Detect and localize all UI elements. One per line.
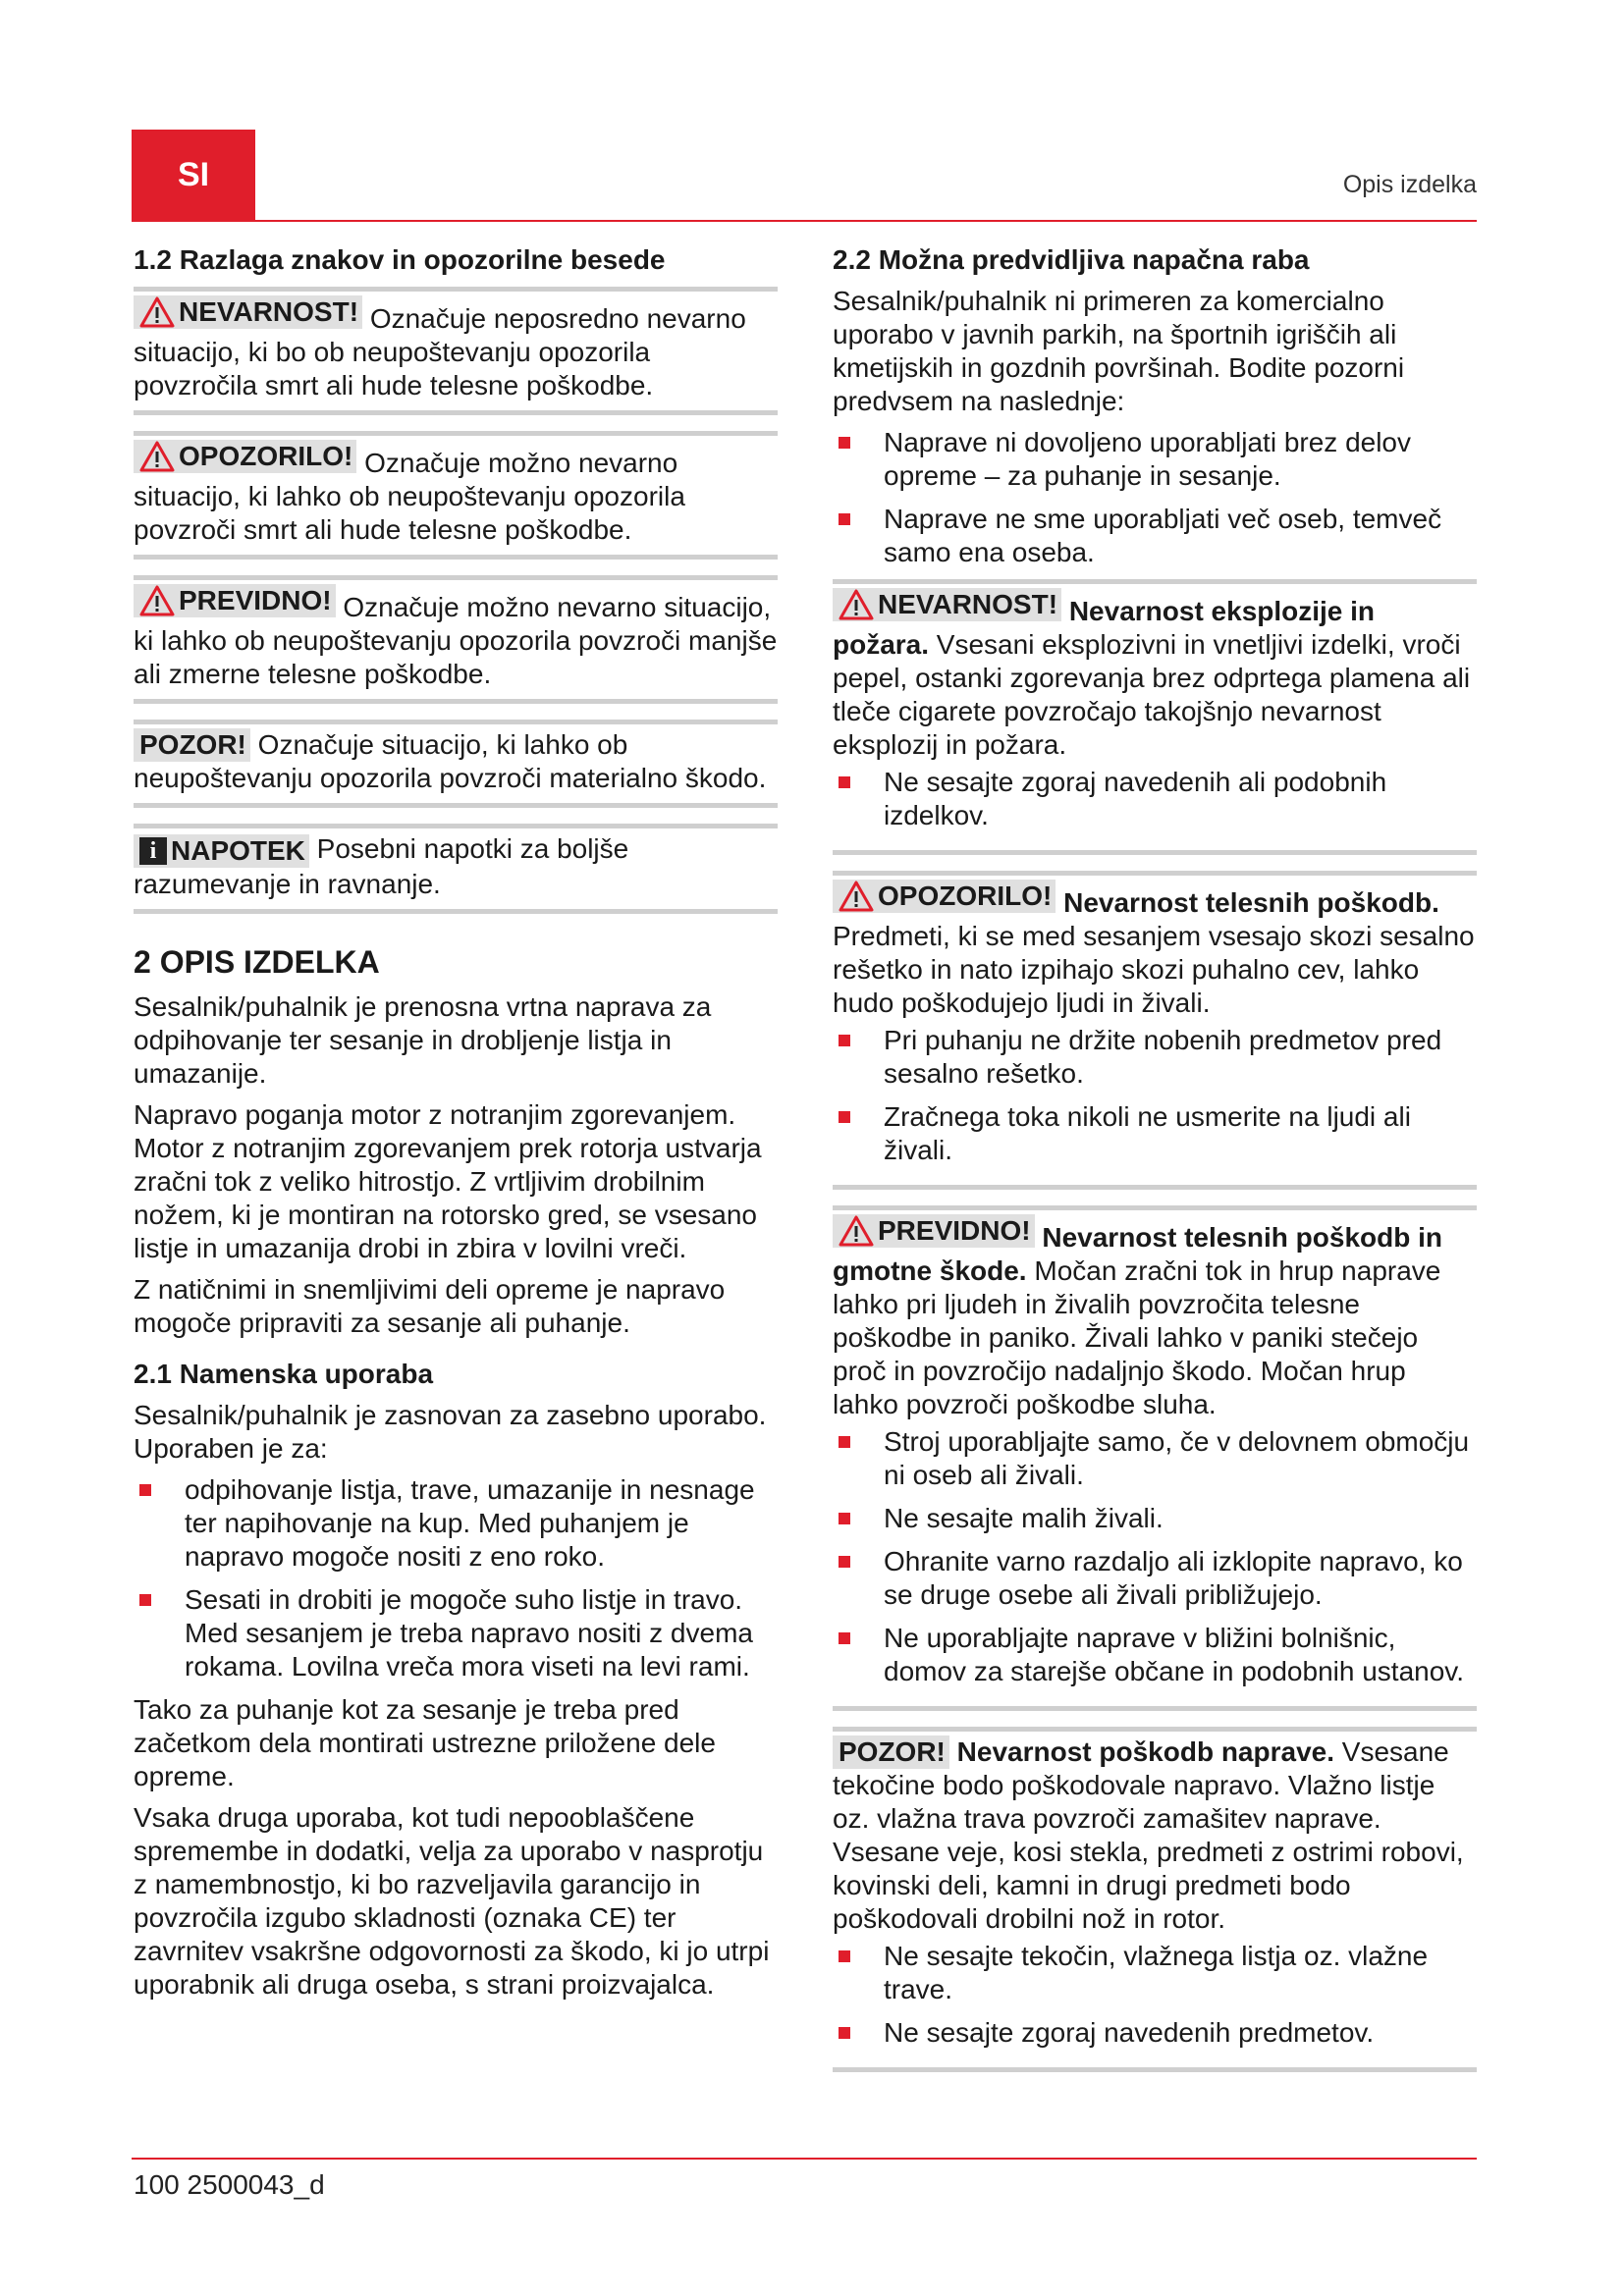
warning-heading: Nevarnost telesnih poškodb in gmotne škode. (833, 1222, 1442, 1286)
paragraph: Z natičnimi in snemljivimi deli opreme je napravo mogoče pripraviti za sesanje ali puhanje. (134, 1274, 726, 1338)
heading-2-1: 2.1 Namenska uporaba (134, 1359, 434, 1389)
signal-text: Označuje možno nevarno situacijo, ki lahko ob neupoštevanju opozorila povzroči manjše ali zmerne telesne poškodbe. (134, 592, 778, 689)
heading-2: 2 OPIS IZDELKA (134, 944, 380, 980)
list-item: Ohranite varno razdaljo ali izklopite napravo, ko se druge osebe ali živali približujejo. (833, 1545, 1477, 1612)
info-icon: i (139, 837, 167, 865)
warning-injury (833, 871, 1477, 1190)
warning-text: Vsesane tekočine bodo poškodovale napravo. Vlažno listje oz. vlažna trava povzroči zamašitev naprave. Vsesane veje, kosi stekla, predmeti z ostrimi robovi, kovinski deli, kamni in drugi predmeti bodo poškodovali drobilni nož in rotor. (833, 1736, 1464, 1934)
signal-danger (134, 287, 778, 415)
warning-heading: Nevarnost eksplozije in požara. (833, 596, 1376, 660)
warning-triangle-icon (839, 881, 874, 912)
bullet-list (833, 1425, 1477, 1688)
warning-triangle-icon (839, 1215, 874, 1247)
list-item: Ne uporabljajte naprave v bližini bolnišnic, domov za starejše občane in podobnih ustanov. (833, 1622, 1477, 1688)
page-number: 100 2500043_d (134, 2169, 325, 2200)
list-item: Zračnega toka nikoli ne usmerite na ljudi ali živali. (833, 1100, 1477, 1167)
signal-text: Označuje situacijo, ki lahko ob neupoštevanju opozorila povzroči materialno škodo. (134, 729, 767, 793)
list-item: Ne sesajte malih živali. (833, 1502, 1477, 1535)
signal-word-warning: OPOZORILO! (833, 880, 1056, 913)
paragraph: Vsaka druga uporaba, kot tudi nepooblaščene spremembe in dodatki, velja za uporabo v nasprotju z namembnostjo, ki bo razveljavila garancijo in povzročila izgubo skladnosti (oznaka CE) ter zavrnitev vsakršne odgovornosti za škodo, ki jo utrpi uporabnik ali druga oseba, s strani proizvajalca. (134, 1802, 770, 2000)
signal-warning (134, 431, 778, 560)
bullet-list (134, 1473, 778, 1683)
signal-word-notice: POZOR! (134, 728, 250, 762)
paragraph: Napravo poganja motor z notranjim zgorevanjem. Motor z notranjim zgorevanjem prek rotorja ustvarja zračni tok z veliko hitrostjo. Z vrtljivim drobilnim nožem, ki je montiran na rotorsko gred, se vsesano listje in umazanija drobi in zbira v lovilni vreči. (134, 1099, 762, 1263)
bullet-list (833, 766, 1477, 832)
warning-explosion (833, 579, 1477, 855)
list-item: Sesati in drobiti je mogoče suho listje in travo. Med sesanjem je treba napravo nositi z dvema rokama. Lovilna vreča mora viseti na levi rami. (134, 1583, 778, 1683)
list-item: Stroj uporabljajte samo, če v delovnem območju ni oseb ali živali. (833, 1425, 1477, 1492)
signal-notice (134, 720, 778, 808)
signal-word-notice: POZOR! (833, 1735, 949, 1769)
footer-divider (132, 2158, 1477, 2160)
warning-text: Predmeti, ki se med sesanjem vsesajo skozi sesalno rešetko in nato izpihajo skozi puhalno cev, lahko hudo poškodujejo ljudi in živali. (833, 921, 1475, 1018)
bullet-list (833, 426, 1477, 569)
warning-heading: Nevarnost poškodb naprave. (948, 1736, 1334, 1767)
list-item: Ne sesajte tekočin, vlažnega listja oz. vlažne trave. (833, 1940, 1477, 2006)
bullet-list (833, 1024, 1477, 1167)
bullet-list (833, 1940, 1477, 2050)
signal-word-warning: OPOZORILO! (134, 440, 356, 473)
paragraph: Tako za puhanje kot za sesanje je treba pred začetkom dela montirati ustrezne priložene dele opreme. (134, 1694, 716, 1791)
signal-info (134, 824, 778, 914)
list-item: Naprave ne sme uporabljati več oseb, temveč samo ena oseba. (833, 503, 1477, 569)
signal-word-danger: NEVARNOST! (833, 588, 1061, 621)
paragraph: Sesalnik/puhalnik je zasnovan za zasebno uporabo. Uporaben je za: (134, 1400, 767, 1464)
signal-word-caution: PREVIDNO! (134, 584, 336, 617)
list-item: Pri puhanju ne držite nobenih predmetov pred sesalno rešetko. (833, 1024, 1477, 1091)
section-title: Opis izdelka (1342, 171, 1477, 198)
paragraph: Sesalnik/puhalnik ni primeren za komercialno uporabo v javnih parkih, na športnih igriščih ali kmetijskih in gozdnih površinah. Bodite pozorni predvsem na naslednje: (833, 286, 1405, 416)
warning-triangle-icon (139, 296, 175, 328)
language-tab: SI (132, 130, 255, 220)
warning-caution (833, 1205, 1477, 1711)
warning-device-damage (833, 1727, 1477, 2072)
warning-triangle-icon (139, 585, 175, 616)
signal-text: Označuje neposredno nevarno situacijo, ki bo ob neupoštevanju opozorila povzročila smrt ali hude telesne poškodbe. (134, 303, 746, 400)
signal-word-danger: NEVARNOST! (134, 295, 362, 329)
right-column (833, 243, 1477, 2088)
list-item: Naprave ni dovoljeno uporabljati brez delov opreme – za puhanje in sesanje. (833, 426, 1477, 493)
signal-text: Posebni napotki za boljše razumevanje in ravnanje. (134, 833, 629, 899)
warning-triangle-icon (839, 589, 874, 620)
warning-text: Vsesani eksplozivni in vnetljivi izdelki, vroči pepel, ostanki zgorevanja brez odprtega plamena ali tleče cigarete povzročajo takojšnjo nevarnost eksplozij in požara. (833, 629, 1471, 760)
heading-2-2: 2.2 Možna predvidljiva napačna raba (833, 244, 1310, 275)
warning-text: Močan zračni tok in hrup naprave lahko pri ljudeh in živalih povzročita telesne poškodbe in paniko. Živali lahko v paniki stečejo proč in povzročijo nadaljnjo škodo. Močan hrup lahko povzroči poškodbe sluha. (833, 1255, 1441, 1419)
warning-heading: Nevarnost telesnih poškodb. (1056, 887, 1439, 918)
heading-1-2: 1.2 Razlaga znakov in opozorilne besede (134, 244, 666, 275)
list-item: odpihovanje listja, trave, umazanije in nesnage ter napihovanje na kup. Med puhanjem je napravo mogoče nositi z eno roko. (134, 1473, 778, 1574)
list-item: Ne sesajte zgoraj navedenih ali podobnih izdelkov. (833, 766, 1477, 832)
signal-text: Označuje možno nevarno situacijo, ki lahko ob neupoštevanju opozorila povzroči smrt ali hude telesne poškodbe. (134, 448, 685, 545)
signal-word-info: i NAPOTEK (134, 834, 309, 868)
header-divider (132, 220, 1477, 222)
signal-caution (134, 575, 778, 704)
list-item: Ne sesajte zgoraj navedenih predmetov. (833, 2016, 1477, 2050)
warning-triangle-icon (139, 441, 175, 472)
left-column (134, 243, 778, 2009)
signal-word-caution: PREVIDNO! (833, 1214, 1035, 1248)
paragraph: Sesalnik/puhalnik je prenosna vrtna naprava za odpihovanje ter sesanje in drobljenje listja in umazanije. (134, 991, 712, 1089)
